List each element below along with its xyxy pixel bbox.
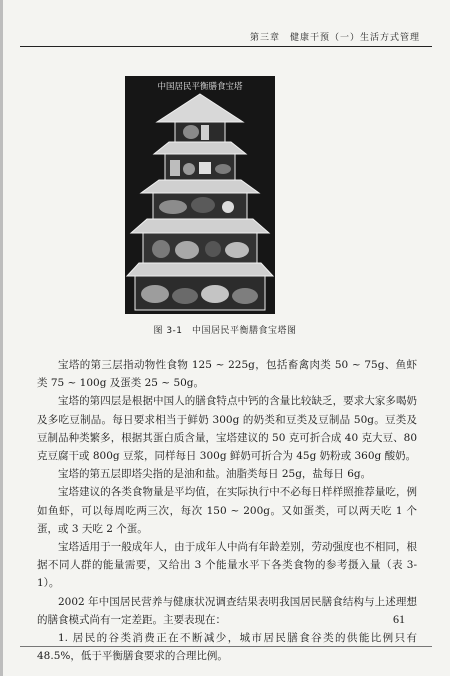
vegetables: [175, 241, 199, 259]
cabbage: [152, 240, 170, 258]
bread: [172, 288, 198, 304]
oil-can: [201, 125, 209, 140]
paragraph: 2002 年中国居民营养与健康状况调查结果表明我国居民膳食结构与上述理想的膳食模式尚有一定差距。主要表现在：: [37, 595, 417, 626]
pagoda-eave-1: [154, 142, 246, 154]
eggs: [222, 201, 234, 213]
page-number: 61: [393, 612, 405, 626]
figure-inner-title: 中国居民平衡膳食宝塔: [157, 82, 243, 92]
rice: [141, 285, 169, 303]
milk-bowl: [215, 164, 231, 174]
noodles: [201, 285, 229, 303]
running-head: 第三章 健康干预（一）生活方式管理: [249, 33, 420, 43]
fish: [159, 200, 187, 214]
list-item: 1. 居民的谷类消费正在不断减少，城市居民膳食谷类的供能比例只有 48.5%，低于平衡膳食要求的合理比例。: [37, 632, 417, 663]
paragraph: 宝塔适用于一般成年人，由于成年人中尚有年龄差别，劳动强度也不相同，根据不同人群的能量需要，又给出 3 个能量水平下各类食物的参考摄入量（表 3-1）。: [37, 541, 417, 590]
milk-carton: [170, 160, 180, 176]
body-text: [37, 356, 417, 665]
footer-rule: [20, 646, 432, 647]
fruit: [205, 241, 221, 257]
meat: [191, 197, 215, 213]
paragraph: 宝塔的第五层即塔尖指的是油和盐。油脂类每日 25g，盐每日 6g。: [58, 468, 372, 481]
pagoda-eave-2: [141, 180, 259, 193]
figure-caption: 图 3-1 中国居民平衡膳食宝塔图: [153, 326, 297, 336]
paragraph: 宝塔的第三层指动物性食物 125 ~ 225g，包括畜禽肉类 50 ~ 75g、鱼虾类 75 ~ 100g 及蛋类 25 ~ 50g。: [37, 359, 417, 390]
paragraph: 宝塔建议的各类食物量是平均值，在实际执行中不必每日样样照推荐量吃，例如鱼虾，可以每周吃两三次，每次 150 ~ 200g。又如蛋类，可以两天吃 1 个蛋，或 3 天吃 2 个蛋。: [37, 486, 417, 535]
page-binding-edge: [0, 0, 3, 676]
food-pagoda-illustration: [125, 76, 275, 314]
pagoda-tier-1: [175, 122, 225, 142]
tofu: [199, 162, 211, 174]
oil-bottle: [183, 125, 199, 139]
page-header: [20, 26, 432, 47]
pagoda-eave-4: [127, 263, 273, 276]
pagoda-eave-3: [131, 219, 269, 233]
beans: [183, 163, 195, 175]
food-pagoda-figure: [125, 76, 275, 314]
apples: [225, 242, 249, 258]
paragraph: 宝塔的第四层是根据中国人的膳食特点中钙的含量比较缺乏，要求大家多喝奶及多吃豆制品。每日要求相当于鲜奶 300g 的奶类和豆类及豆制品 50g。豆类及豆制品种类繁多，根据其蛋白质含量，宝塔建议的 50 克可折合成 40 克大豆、80 克豆腐干或 800g 豆浆，同样每日 300g 鲜奶可折合为 45g 奶粉或 360g 酸奶。: [37, 395, 417, 463]
corn: [232, 288, 258, 304]
